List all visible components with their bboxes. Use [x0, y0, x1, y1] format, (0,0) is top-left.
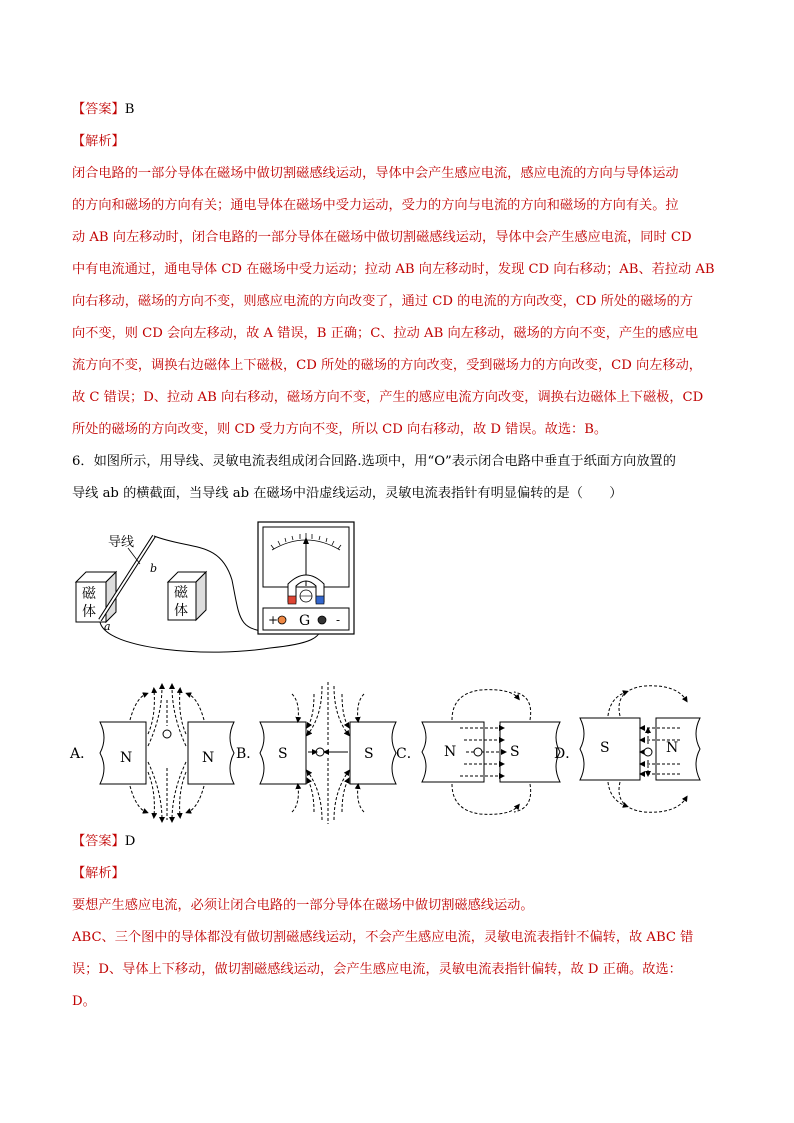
left-magnet-text1: 磁: [82, 586, 96, 602]
option-a-right-pole: N: [202, 750, 215, 766]
q6-answer-label: 【答案】: [72, 834, 125, 849]
option-a: [69, 686, 234, 820]
q6-analysis-line: ABC、三个图中的导体都没有做切割磁感线运动，不会产生感应电流，灵敏电流表指针不偏转，故 ABC 错: [72, 930, 694, 945]
option-d-label: D．: [554, 746, 580, 762]
plus-terminal: [278, 616, 286, 624]
option-c-label: C．: [396, 746, 421, 762]
option-b-label: B．: [236, 746, 261, 762]
right-magnet-block: [168, 572, 206, 620]
q6-stem-line1: 6．如图所示，用导线、灵敏电流表组成闭合回路.选项中，用“O”表示闭合电路中垂直于纸面方向放置的: [72, 454, 676, 469]
q5-answer: [72, 101, 134, 119]
q6-analysis-line: 要想产生感应电流，必须让闭合电路的一部分导体在磁场中做切割磁感线运动。: [72, 898, 534, 913]
q5-analysis-line: 中有电流通过，通电导体 CD 在磁场中受力运动；拉动 AB 向左移动时，发现 CD 向右移动；AB、若拉动 AB: [72, 262, 715, 277]
meter-minus: -: [336, 613, 341, 627]
q5-analysis-line: 的方向和磁场的方向有关；通电导体在磁场中受力运动，受力的方向与电流的方向和磁场的方向有关。拉: [72, 198, 679, 213]
meter-g: G: [299, 613, 311, 629]
option-d-left-magnet: [580, 718, 640, 780]
option-c-left-pole: N: [444, 744, 457, 760]
q6-answer: [72, 833, 135, 851]
option-c-right-magnet: [500, 722, 560, 782]
options-diagram: [60, 676, 740, 826]
q5-analysis-line: 向不变，则 CD 会向左移动，故 A 错误，B 正确；C、拉动 AB 向左移动，磁场的方向不变，产生的感应电: [72, 326, 699, 341]
apparatus-diagram: [60, 520, 360, 670]
galvanometer: [258, 522, 354, 634]
q5-analysis-line: 故 C 错误；D、拉动 AB 向右移动，磁场方向不变，产生的感应电流方向改变，调换右边磁体上下磁极，CD: [72, 390, 704, 405]
q5-analysis-line: 所处的磁场的方向改变，则 CD 受力方向不变，所以 CD 向右移动，故 D 错误。故选：B。: [72, 422, 608, 437]
option-d-right-pole: N: [666, 740, 679, 756]
option-c-right-pole: S: [510, 744, 520, 760]
wire-label: 导线: [108, 535, 135, 550]
q5-analysis-line: 向右移动，磁场的方向不变，则感应电流的方向改变了，通过 CD 的电流的方向改变，CD 所处的磁场的方: [72, 294, 693, 309]
q5-answer-value: B: [124, 102, 135, 117]
option-a-left-pole: N: [120, 750, 133, 766]
option-d: [554, 686, 700, 812]
q6-analysis-label: 【解析】: [72, 866, 125, 881]
minus-terminal: [318, 616, 326, 624]
q5-answer-label: 【答案】: [72, 102, 125, 117]
left-magnet-text2: 体: [82, 604, 96, 620]
q5-analysis-line: 流方向不变，调换右边磁体上下磁极，CD 所处的磁场的方向改变，受到磁场力的方向改变，CD 向左移动，: [72, 358, 702, 373]
right-magnet-text2: 体: [174, 603, 188, 619]
right-magnet-text1: 磁: [174, 585, 188, 601]
label-b: b: [150, 562, 158, 575]
option-a-label: A．: [70, 746, 95, 762]
q5-analysis-label: 【解析】: [72, 134, 125, 149]
q6-stem-line2: 导线 ab 的横截面，当导线 ab 在磁场中沿虚线运动，灵敏电流表指针有明显偏转的是（ ）: [72, 486, 623, 501]
option-b-left-pole: S: [278, 746, 288, 762]
option-b: [236, 682, 396, 824]
q6-answer-value: D: [124, 834, 136, 849]
option-d-left-pole: S: [600, 740, 610, 756]
option-b-right-pole: S: [364, 746, 374, 762]
q6-analysis-line: 误；D、导体上下移动，做切割磁感线运动，会产生感应电流，灵敏电流表指针偏转，故 D 正确。故选：: [72, 962, 682, 977]
meter-plus: +: [268, 613, 279, 627]
q5-analysis-line: 动 AB 向左移动时，闭合电路的一部分导体在磁场中做切割磁感线运动，导体中会产生感应电流，同时 CD: [72, 230, 692, 245]
label-a: a: [104, 620, 111, 633]
option-c: [396, 690, 560, 815]
left-magnet-block: [76, 572, 116, 622]
q5-analysis-line: 闭合电路的一部分导体在磁场中做切割磁感线运动，导体中会产生感应电流，感应电流的方向与导体运动: [72, 166, 679, 181]
q6-analysis-line: D。: [72, 994, 96, 1009]
